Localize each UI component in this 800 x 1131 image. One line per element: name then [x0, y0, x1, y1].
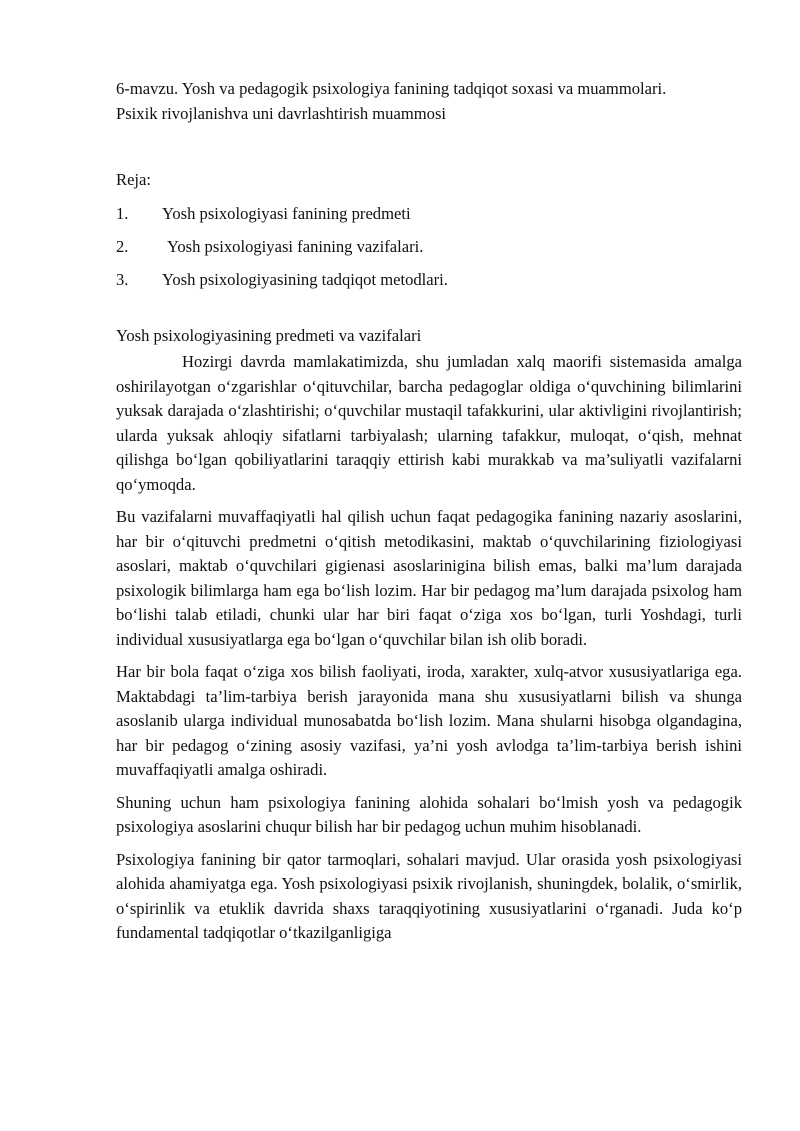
plan-item-text: Yosh psixologiyasi fanining vazifalari.	[167, 237, 424, 256]
body-paragraph: Har bir bola faqat o‘ziga xos bilish faoliyati, iroda, xarakter, xulq-atvor xususiyatlariga ega. Maktabdagi ta’lim-tarbiya berish jarayonida mana shu xususiyatlarni bilish va shunga asoslanib ularga individual munosabatda bo‘lish lozim. Mana shularni hisobga olgandagina, har bir pedagog o‘zining asosiy vazifasi, ya’ni yosh avlodga ta’lim-tarbiya berish ishini muvaffaqiyatli amalga oshiradi.	[116, 662, 742, 779]
plan-item-text: Yosh psixologiyasi fanining predmeti	[162, 204, 411, 223]
body-paragraph: Hozirgi davrda mamlakatimizda, shu jumladan xalq maorifi sistemasida amalga oshirilayotgan o‘zgarishlar o‘qituvchilar, barcha pedagoglar oldiga o‘quvchining bilimlarini yuksak darajada o‘zlashtirishi; o‘quvchilar mustaqil tafakkurini, ular aktivligini rivojlantirish; ularda yuksak ahloqiy sifatlarni tarbiyalash; ularning tafakkur, muloqat, o‘qish, mehnat qilishga bo‘lgan qobiliyatlarini taraqqiy ettirish kabi murakkab va ma’suliyatli vazifalarni qo‘ymoqda.	[116, 352, 742, 494]
section-heading: Yosh psixologiyasining predmeti va vazifalari	[116, 326, 422, 345]
body-paragraph: Shuning uchun ham psixologiya fanining alohida sohalari bo‘lmish yosh va pedagogik psixologiya asoslarini chuqur bilish har bir pedagog uchun muhim hisoblanadi.	[116, 792, 742, 836]
title-line: Psixik rivojlanishva uni davrlashtirish muammosi	[116, 104, 447, 123]
plan-item-number: 3.	[116, 270, 129, 289]
body-paragraph: Psixologiya fanining bir qator tarmoqlari, sohalari mavjud. Ular orasida yosh psixologiyasi alohida ahamiyatga ega. Yosh psixologiyasi psixik rivojlanish, shuningdek, bolalik, o‘smirlik, o‘spirinlik va etuklik davrida shaxs taraqqiyotining xususiyatlarini o‘rganadi. Juda ko‘p fundamental tadqiqotlar o‘tkazilganligiga	[116, 849, 742, 942]
plan-item	[116, 267, 742, 292]
plan-item-text: Yosh psixologiyasining tadqiqot metodlari.	[162, 270, 448, 289]
plan-heading: Reja:	[116, 170, 152, 189]
title-line: 6-mavzu. Yosh va pedagogik psixologiya fanining tadqiqot soxasi va muammolari.	[116, 79, 667, 98]
plan-item-number: 2.	[116, 237, 129, 256]
body-paragraph: Bu vazifalarni muvaffaqiyatli hal qilish uchun faqat pedagogika fanining nazariy asoslarini, har bir o‘qituvchi predmetni o‘qitish metodikasini, maktab o‘quvchilarining fiziologiyasi asoslari, maktab o‘quvchilari gigienasi asoslarinigina bilish emas, balki ma’lum darajada psixologik bilimlarga ham ega bo‘lish lozim. Har bir pedagog ma’lum darajada psixolog ham bo‘lishi talab etiladi, chunki ular har biri faqat o‘ziga xos bo‘lgan, turli Yoshdagi, turli individual xususiyatlarga ega bo‘lgan o‘quvchilar bilan ish olib boradi.	[116, 507, 742, 649]
document-page	[116, 76, 742, 954]
document-title	[116, 76, 742, 126]
plan-list	[116, 201, 742, 292]
plan-item	[116, 234, 742, 259]
plan-item-number: 1.	[116, 204, 129, 223]
plan-item	[116, 201, 742, 226]
